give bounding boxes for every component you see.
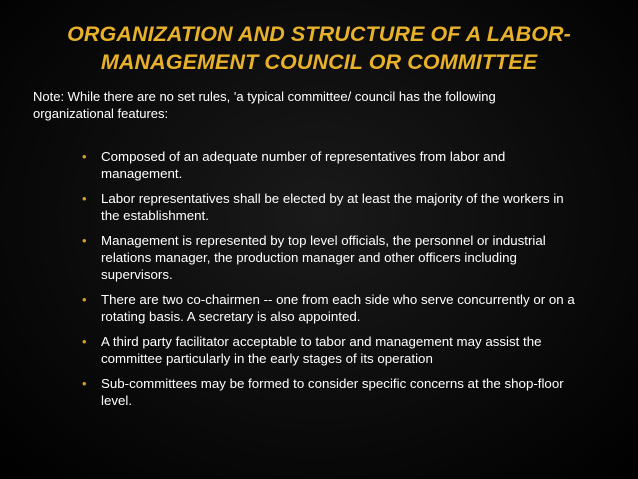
- feature-list-item-line: Management is represented by top level officials, the personnel or industrial: [101, 233, 546, 248]
- feature-list-item-line: relations manager, the production manager and other officers including: [101, 250, 517, 265]
- feature-list-item-line: rotating basis. A secretary is also appointed.: [101, 309, 361, 324]
- bullet-icon: •: [82, 376, 87, 391]
- feature-list-item: [82, 190, 592, 224]
- feature-list-item: [82, 148, 592, 182]
- bullet-icon: •: [82, 334, 87, 349]
- feature-list-item: [82, 232, 592, 283]
- bullet-icon: •: [82, 149, 87, 164]
- feature-list-item: [82, 291, 592, 325]
- feature-list-item-line: Labor representatives shall be elected by at least the majority of the workers in: [101, 191, 564, 206]
- feature-list-item-line: Composed of an adequate number of representatives from labor and: [101, 149, 506, 164]
- intro-note-line-2: organizational features:: [33, 106, 169, 121]
- feature-list-item-line: There are two co-chairmen -- one from each side who serve concurrently or on a: [101, 292, 575, 307]
- feature-list-item-line: A third party facilitator acceptable to tabor and management may assist the: [101, 334, 542, 349]
- bullet-icon: •: [82, 292, 87, 307]
- intro-note: [33, 88, 593, 122]
- slide-title-line-1: ORGANIZATION AND STRUCTURE OF A LABOR-: [67, 22, 571, 46]
- feature-list-item-line: committee particularly in the early stages of its operation: [101, 351, 433, 366]
- slide-title: [40, 20, 598, 76]
- feature-list-item-line: Sub-committees may be formed to consider specific concerns at the shop-floor: [101, 376, 564, 391]
- intro-note-line-1: Note: While there are no set rules, 'a typical committee/ council has the following: [33, 89, 496, 104]
- feature-list: [82, 148, 592, 417]
- feature-list-item-line: level.: [101, 393, 133, 408]
- feature-list-item-line: management.: [101, 166, 183, 181]
- feature-list-item-line: supervisors.: [101, 267, 173, 282]
- bullet-icon: •: [82, 233, 87, 248]
- bullet-icon: •: [82, 191, 87, 206]
- feature-list-item: [82, 375, 592, 409]
- feature-list-item: [82, 333, 592, 367]
- slide-title-line-2: MANAGEMENT COUNCIL OR COMMITTEE: [100, 50, 538, 74]
- feature-list-item-line: the establishment.: [101, 208, 209, 223]
